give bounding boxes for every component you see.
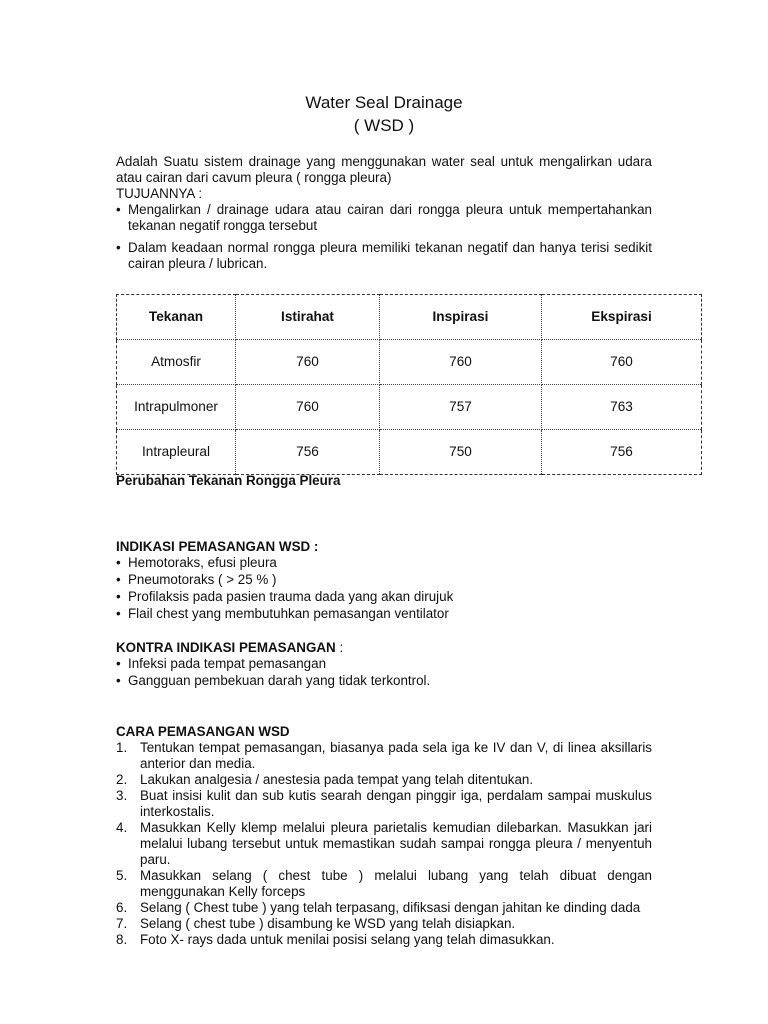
contraindications-heading-line xyxy=(116,640,652,656)
list-item: • Flail chest yang membutuhkan pemasangan ventilator xyxy=(116,606,652,622)
table-cell: 763 xyxy=(542,385,702,430)
procedure-step xyxy=(116,772,652,788)
indications-heading: INDIKASI PEMASANGAN WSD : xyxy=(116,539,319,554)
table-cell: 756 xyxy=(236,430,380,475)
step-number: 2. xyxy=(116,772,128,787)
definition-paragraph: Adalah Suatu sistem drainage yang menggunakan water seal untuk mengalirkan udara atau cairan dari cavum pleura ( rongga pleura) xyxy=(116,154,652,185)
step-number: 5. xyxy=(116,868,128,883)
procedure-step xyxy=(116,868,652,900)
contraindications-list xyxy=(116,656,652,689)
table-cell: 760 xyxy=(236,385,380,430)
table-cell: 757 xyxy=(380,385,542,430)
table-row xyxy=(117,430,702,475)
contraindications-section xyxy=(116,640,652,690)
contraindications-heading: KONTRA INDIKASI PEMASANGAN xyxy=(116,640,336,655)
indications-section xyxy=(116,539,652,623)
step-number: 8. xyxy=(116,932,128,947)
contraindications-heading-colon: : xyxy=(335,640,344,655)
table-cell: Intrapleural xyxy=(117,430,236,475)
step-number: 3. xyxy=(116,788,128,803)
list-item: • Infeksi pada tempat pemasangan xyxy=(116,656,652,672)
table-cell: 750 xyxy=(380,430,542,475)
table-header-cell: Inspirasi xyxy=(380,295,542,340)
table-header-cell: Ekspirasi xyxy=(542,295,702,340)
procedure-section xyxy=(116,724,652,948)
step-text: Foto X- rays dada untuk menilai posisi selang yang telah dimasukkan. xyxy=(140,932,555,947)
list-item: • Mengalirkan / drainage udara atau cairan dari rongga pleura untuk mempertahankan tekanan negatif rongga tersebut xyxy=(116,202,652,234)
table-cell: 760 xyxy=(380,340,542,385)
procedure-step xyxy=(116,916,652,932)
table-cell: Intrapulmoner xyxy=(117,385,236,430)
step-text: Tentukan tempat pemasangan, biasanya pada sela iga ke IV dan V, di linea aksillaris anterior dan media. xyxy=(140,740,652,771)
step-text: Selang ( chest tube ) disambung ke WSD yang telah disiapkan. xyxy=(140,916,516,931)
list-item: • Hemotoraks, efusi pleura xyxy=(116,555,652,571)
list-item: • Profilaksis pada pasien trauma dada yang akan dirujuk xyxy=(116,589,652,605)
procedure-step xyxy=(116,900,652,916)
goals-label: TUJUANNYA : xyxy=(116,186,203,201)
pressure-table xyxy=(116,294,702,475)
indications-list xyxy=(116,555,652,622)
procedure-step xyxy=(116,932,652,948)
list-item: • Gangguan pembekuan darah yang tidak terkontrol. xyxy=(116,673,652,689)
procedure-steps xyxy=(116,740,652,948)
procedure-step xyxy=(116,820,652,868)
list-item: • Pneumotoraks ( > 25 % ) xyxy=(116,572,652,588)
step-number: 1. xyxy=(116,740,128,755)
document-subtitle: ( WSD ) xyxy=(353,116,415,135)
table-header-cell: Istirahat xyxy=(236,295,380,340)
step-text: Lakukan analgesia / anestesia pada tempat yang telah ditentukan. xyxy=(140,772,534,787)
table-cell: 756 xyxy=(542,430,702,475)
procedure-heading: CARA PEMASANGAN WSD xyxy=(116,724,290,739)
table-header-cell: Tekanan xyxy=(117,295,236,340)
table-cell: 760 xyxy=(542,340,702,385)
step-text: Selang ( Chest tube ) yang telah terpasang, difiksasi dengan jahitan ke dinding dada xyxy=(140,900,641,915)
table-header-row xyxy=(117,295,702,340)
step-text: Buat insisi kulit dan sub kutis searah dengan pinggir iga, perdalam sampai muskulus interkostalis. xyxy=(140,788,652,819)
goals-list xyxy=(116,202,652,272)
intro-section xyxy=(116,154,652,272)
table-caption: Perubahan Tekanan Rongga Pleura xyxy=(116,473,341,488)
step-text: Masukkan selang ( chest tube ) melalui lubang yang telah dibuat dengan menggunakan Kelly forceps xyxy=(140,868,652,899)
table-cell: 760 xyxy=(236,340,380,385)
step-number: 6. xyxy=(116,900,128,915)
step-number: 4. xyxy=(116,820,128,835)
procedure-step xyxy=(116,740,652,772)
table-row xyxy=(117,385,702,430)
step-number: 7. xyxy=(116,916,128,931)
table-cell: Atmosfir xyxy=(117,340,236,385)
step-text: Masukkan Kelly klemp melalui pleura parietalis kemudian dilebarkan. Masukkan jari melalui lubang tersebut untuk memastikan sudah sampai rongga pleura / menyentuh paru. xyxy=(140,820,652,867)
table-row xyxy=(117,340,702,385)
list-item: • Dalam keadaan normal rongga pleura memiliki tekanan negatif dan hanya terisi sedikit cairan pleura / lubrican. xyxy=(116,240,652,272)
document-title: Water Seal Drainage xyxy=(305,93,463,112)
procedure-step xyxy=(116,788,652,820)
